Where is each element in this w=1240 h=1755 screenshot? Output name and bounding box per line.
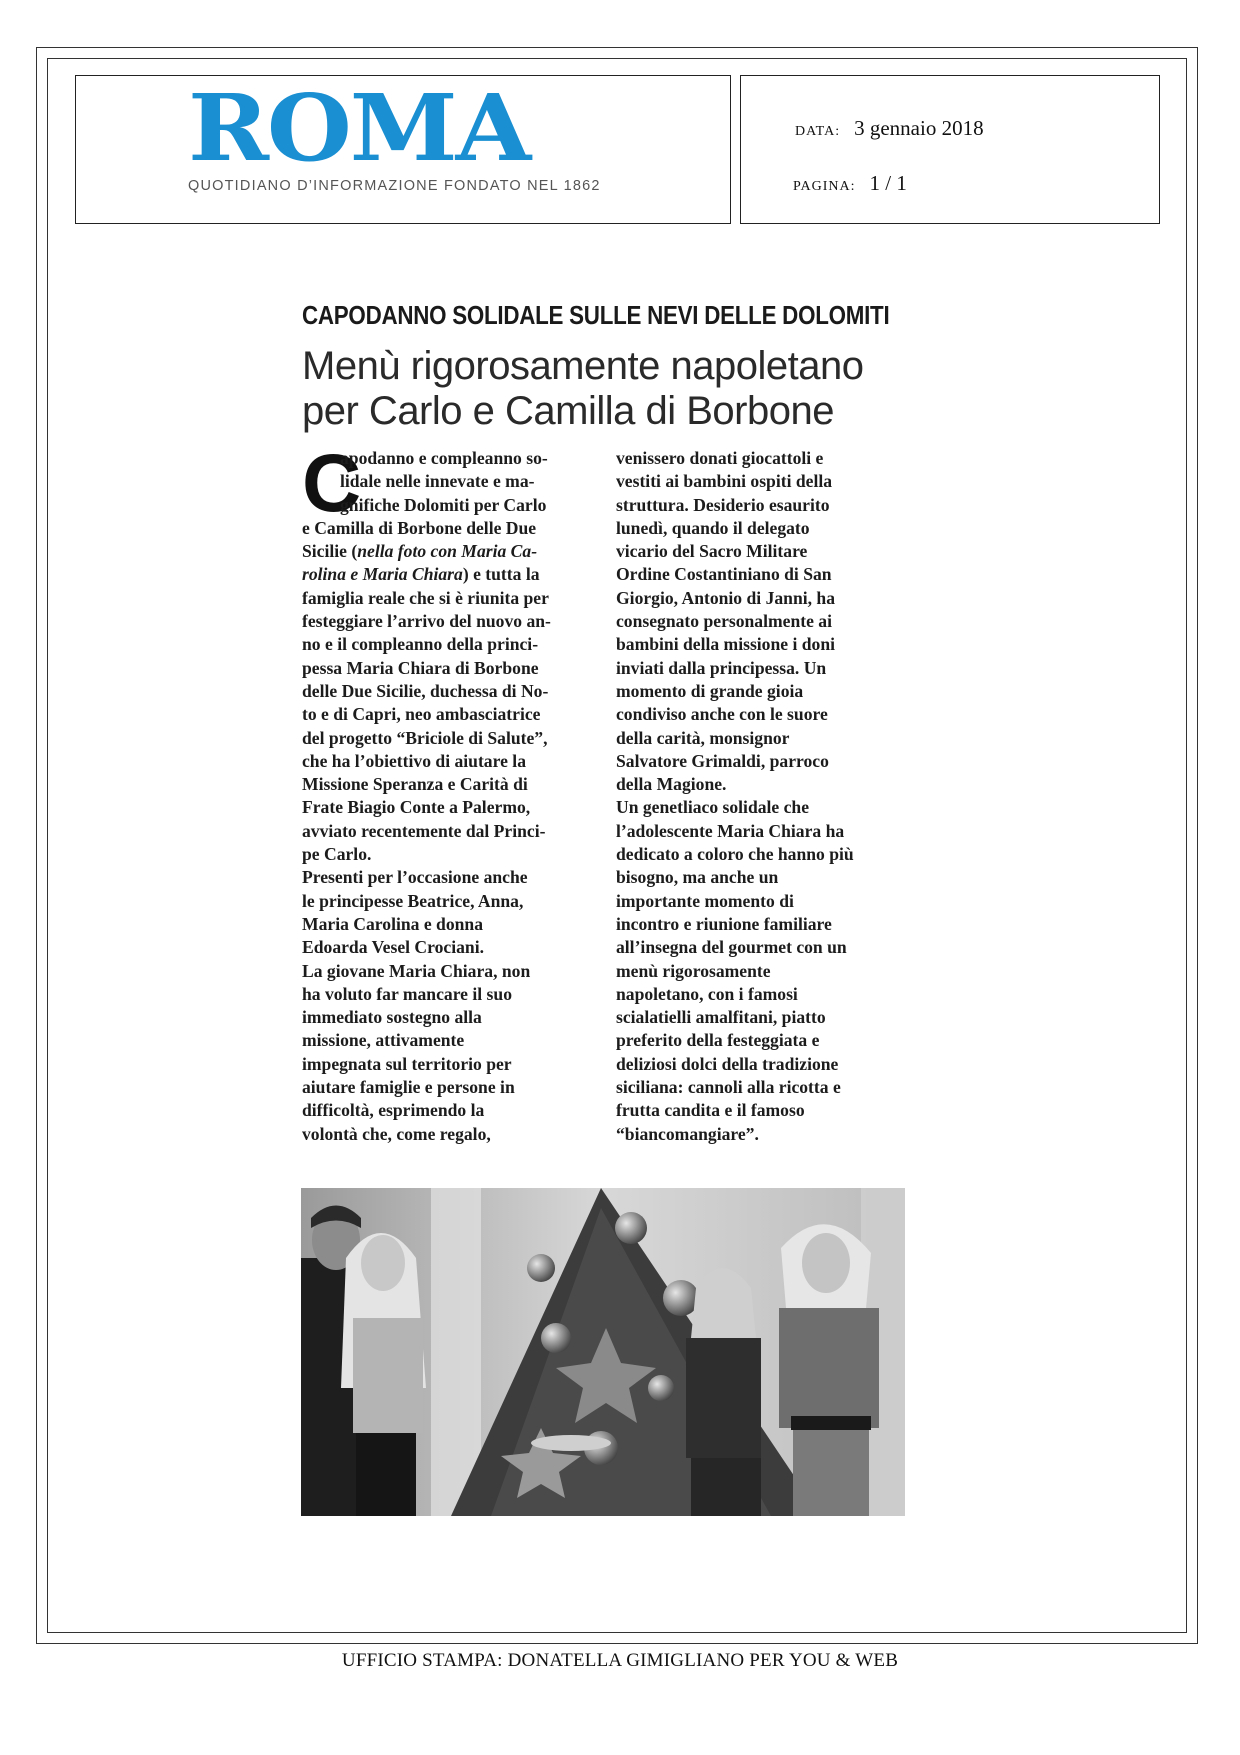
article-column-2 — [616, 447, 906, 1146]
text-line: famiglia reale che si è riunita per — [302, 587, 549, 608]
text-line: delle Due Sicilie, duchessa di No- — [302, 680, 549, 701]
text-line: menù rigorosamente — [616, 960, 771, 981]
text-line: inviati dalla principessa. Un — [616, 657, 827, 678]
text-line: avviato recentemente dal Princi- — [302, 820, 546, 841]
text-line: frutta candita e il famoso — [616, 1100, 805, 1121]
page-label: PAGINA: — [793, 179, 856, 194]
date-label: DATA: — [795, 124, 841, 139]
text-line: pessa Maria Chiara di Borbone — [302, 657, 539, 678]
photo-caption-ref: nella foto con Maria Ca- — [357, 541, 538, 562]
text-line: condiviso anche con le suore — [616, 704, 828, 725]
text-line: Ordine Costantiniano di San — [616, 564, 832, 585]
text-line: struttura. Desiderio esaurito — [616, 494, 830, 515]
text-line: no e il compleanno della princi- — [302, 634, 539, 655]
text-line: aiutare famiglie e persone in — [302, 1077, 515, 1098]
press-office-footer: UFFICIO STAMPA: DONATELLA GIMIGLIANO PER YOU & WEB — [341, 1650, 899, 1671]
text-line: Edoarda Vesel Crociani. — [302, 937, 484, 958]
text-line: Frate Biagio Conte a Palermo, — [302, 797, 531, 818]
headline-line: per Carlo e Camilla di Borbone — [302, 389, 834, 433]
newspaper-tagline: QUOTIDIANO D’INFORMAZIONE FONDATO NEL 1862 — [188, 178, 601, 194]
text-line: “biancomangiare”. — [616, 1123, 759, 1144]
text-line: preferito della festeggiata e — [616, 1030, 820, 1051]
text-line: vestiti ai bambini ospiti della — [616, 471, 833, 492]
text-line: importante momento di — [616, 890, 794, 911]
text-line: ha voluto far mancare il suo — [302, 983, 512, 1004]
text-line: vicario del Sacro Militare — [616, 541, 808, 562]
text-line: gnifiche Dolomiti per Carlo — [340, 494, 547, 515]
text-span: ) e tutta la — [462, 564, 540, 585]
page-value: 1 / 1 — [869, 171, 907, 195]
text-line: Un genetliaco solidale che — [616, 797, 810, 818]
text-line: momento di grande gioia — [616, 680, 804, 701]
clipping-info — [740, 75, 1160, 224]
photo-illustration — [301, 1188, 905, 1516]
text-line: che ha l’obiettivo di aiutare la — [302, 750, 526, 771]
text-line: venissero donati giocattoli e — [616, 448, 824, 468]
text-line: missione, attivamente — [302, 1030, 465, 1051]
text-line: siciliana: cannoli alla ricotta e — [616, 1077, 841, 1098]
text-line: lidale nelle innevate e ma- — [340, 471, 535, 492]
text-line: Presenti per l’occasione anche — [302, 867, 528, 888]
text-line: della Magione. — [616, 774, 727, 795]
text-line: del progetto “Briciole di Salute”, — [302, 727, 548, 748]
drop-cap: C — [302, 438, 362, 529]
photo-caption-ref: rolina e Maria Chiara — [302, 564, 463, 585]
text-line: l’adolescente Maria Chiara ha — [616, 820, 845, 841]
text-line: scialatielli amalfitani, piatto — [616, 1007, 826, 1028]
text-line: incontro e riunione familiare — [616, 913, 832, 934]
text-line: La giovane Maria Chiara, non — [302, 960, 531, 981]
text-line: Salvatore Grimaldi, parroco — [616, 750, 829, 771]
text-line: Giorgio, Antonio di Janni, ha — [616, 587, 836, 608]
text-line: Maria Carolina e donna — [302, 913, 483, 934]
page-row — [793, 171, 907, 196]
text-line: bambini della missione i doni — [616, 634, 836, 655]
text-line: immediato sostegno alla — [302, 1007, 482, 1028]
masthead — [75, 75, 731, 224]
headline-line: Menù rigorosamente napoletano — [302, 344, 864, 388]
article-kicker: CAPODANNO SOLIDALE SULLE NEVI DELLE DOLOMITI — [302, 300, 890, 330]
newspaper-logo: ROMA — [188, 74, 530, 182]
text-line: impegnata sul territorio per — [302, 1053, 512, 1074]
article-photo — [301, 1188, 905, 1516]
text-line: festeggiare l’arrivo del nuovo an- — [302, 611, 551, 632]
text-line: e Camilla di Borbone delle Due — [302, 517, 537, 538]
article-headline — [302, 344, 863, 434]
article-column-1 — [302, 447, 592, 1146]
text-line: napoletano, con i famosi — [616, 983, 798, 1004]
text-line: della carità, monsignor — [616, 727, 790, 748]
text-line: consegnato personalmente ai — [616, 611, 832, 632]
text-line: lunedì, quando il delegato — [616, 517, 810, 538]
text-line: apodanno e compleanno so- — [340, 448, 548, 468]
text-line: to e di Capri, neo ambasciatrice — [302, 704, 541, 725]
text-line: Missione Speranza e Carità di — [302, 774, 528, 795]
text-line — [302, 540, 592, 563]
text-line — [302, 563, 592, 586]
text-line: dedicato a coloro che hanno più — [616, 844, 854, 865]
text-line: deliziosi dolci della tradizione — [616, 1053, 839, 1074]
text-line: le principesse Beatrice, Anna, — [302, 890, 524, 911]
text-span: Sicilie ( — [302, 541, 358, 562]
text-line: pe Carlo. — [302, 844, 372, 865]
text-line: volontà che, come regalo, — [302, 1123, 491, 1144]
text-line: all’insegna del gourmet con un — [616, 937, 847, 958]
text-line: bisogno, ma anche un — [616, 867, 779, 888]
date-value: 3 gennaio 2018 — [854, 116, 984, 140]
date-row — [795, 116, 984, 141]
text-line: difficoltà, esprimendo la — [302, 1100, 485, 1121]
